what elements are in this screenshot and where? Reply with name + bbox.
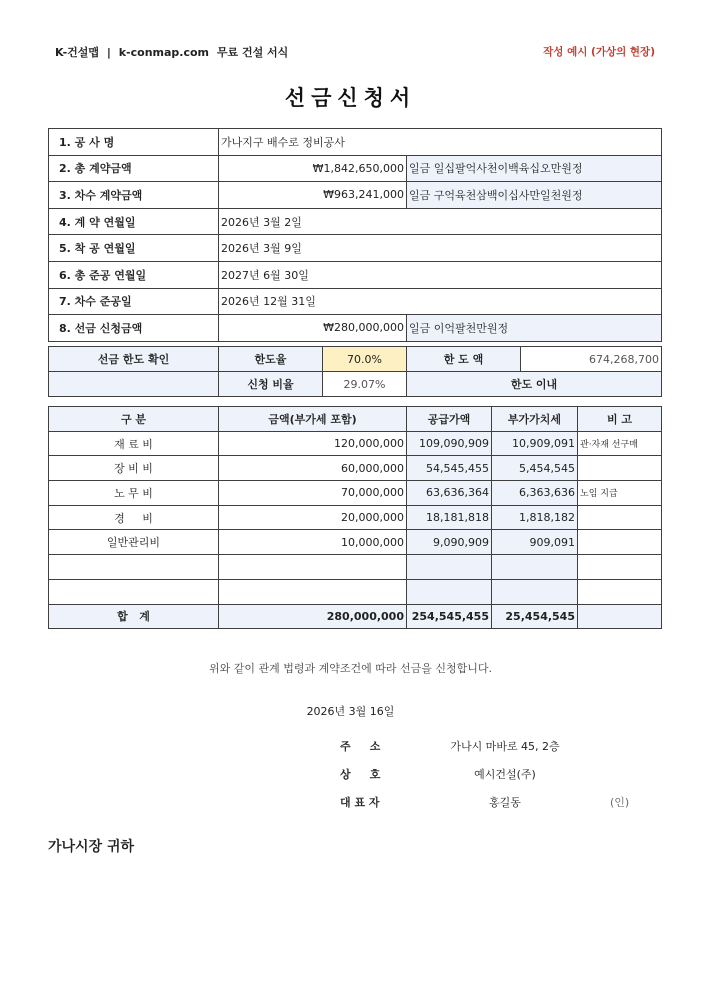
empty-cell [578, 555, 662, 580]
declaration-text: 위와 같이 관계 법령과 계약조건에 따라 선금을 신청합니다. [209, 662, 492, 675]
document-title: 선금신청서 [284, 86, 417, 110]
amount-cell: 60,000,000 [219, 456, 407, 481]
site-link[interactable]: k-conmap.com [118, 46, 210, 59]
row-label: 1. 공 사 명 [49, 129, 219, 156]
table-row [49, 431, 662, 456]
supply-cell: 63,636,364 [407, 481, 492, 506]
row-label: 3. 차수 계약금액 [49, 182, 219, 209]
total-vat: 25,454,545 [492, 604, 578, 629]
application-date: 2026년 3월 16일 [306, 705, 395, 718]
table-row [49, 347, 662, 372]
column-header: 금액(부가세 포함) [219, 407, 407, 432]
empty-cell [49, 579, 219, 604]
empty-cell [492, 579, 578, 604]
table-row [49, 129, 662, 156]
table-row [49, 505, 662, 530]
table-row [49, 372, 662, 397]
rep-label: 대 표 자 [340, 796, 380, 809]
seal-mark: (인) [610, 796, 630, 809]
column-header: 구 분 [49, 407, 219, 432]
table-row [49, 261, 662, 288]
empty-cell [407, 579, 492, 604]
brand-name: K-건설맵 [55, 46, 100, 59]
note-cell [578, 456, 662, 481]
contract-date: 2026년 3월 2일 [219, 208, 662, 235]
column-header: 부가가치세 [492, 407, 578, 432]
limit-amount-value: 674,268,700 [521, 347, 662, 372]
table-row [49, 235, 662, 262]
phase-contract-amount: ₩963,241,000 [219, 182, 407, 209]
total-supply: 254,545,455 [407, 604, 492, 629]
total-label: 합 계 [49, 604, 219, 629]
vat-cell: 1,818,182 [492, 505, 578, 530]
total-row [49, 604, 662, 629]
row-label: 8. 선금 신청금액 [49, 315, 219, 342]
advance-request-amount: ₩280,000,000 [219, 315, 407, 342]
limit-status: 한도 이내 [407, 372, 662, 397]
empty-cell [49, 372, 219, 397]
supply-cell: 109,090,909 [407, 431, 492, 456]
total-contract-amount: ₩1,842,650,000 [219, 155, 407, 182]
table-row [49, 208, 662, 235]
supply-cell: 18,181,818 [407, 505, 492, 530]
header-bar [55, 44, 655, 64]
amount-cell: 20,000,000 [219, 505, 407, 530]
total-amount: 280,000,000 [219, 604, 407, 629]
note-cell [578, 505, 662, 530]
advance-request-korean: 일금 이억팔천만원정 [407, 315, 662, 342]
empty-cell [407, 555, 492, 580]
row-label: 2. 총 계약금액 [49, 155, 219, 182]
recipient: 가나시장 귀하 [48, 839, 135, 855]
project-name: 가나지구 배수로 정비공사 [219, 129, 662, 156]
amount-cell: 120,000,000 [219, 431, 407, 456]
note-cell: 관·자재 선구매 [578, 431, 662, 456]
note-cell [578, 530, 662, 555]
start-date: 2026년 3월 9일 [219, 235, 662, 262]
empty-cell [578, 604, 662, 629]
table-row [49, 315, 662, 342]
address-label: 주 소 [340, 740, 381, 753]
vat-cell: 10,909,091 [492, 431, 578, 456]
empty-cell [219, 555, 407, 580]
row-label: 4. 계 약 연월일 [49, 208, 219, 235]
breakdown-table [48, 406, 662, 629]
amount-cell: 10,000,000 [219, 530, 407, 555]
vat-cell: 5,454,545 [492, 456, 578, 481]
row-label: 6. 총 준공 연월일 [49, 261, 219, 288]
empty-row [49, 555, 662, 580]
phase-completion-date: 2026년 12월 31일 [219, 288, 662, 315]
sample-note: 작성 예시 (가상의 현장) [543, 46, 655, 58]
note-cell: 노임 지급 [578, 481, 662, 506]
limit-amount-label: 한 도 액 [407, 347, 521, 372]
category-cell: 노 무 비 [49, 481, 219, 506]
limit-section-label: 선금 한도 확인 [49, 347, 219, 372]
company-label: 상 호 [340, 768, 381, 781]
table-header-row [49, 407, 662, 432]
row-label: 7. 차수 준공일 [49, 288, 219, 315]
limit-check-table [48, 346, 662, 397]
column-header: 공급가액 [407, 407, 492, 432]
total-contract-korean: 일금 일십팔억사천이백육십오만원정 [407, 155, 662, 182]
ratio-value: 29.07% [323, 372, 407, 397]
limit-rate-label: 한도율 [219, 347, 323, 372]
category-cell: 재 료 비 [49, 431, 219, 456]
address-value: 가나시 마바로 45, 2층 [450, 740, 560, 753]
amount-cell: 70,000,000 [219, 481, 407, 506]
empty-cell [219, 579, 407, 604]
vat-cell: 6,363,636 [492, 481, 578, 506]
column-header: 비 고 [578, 407, 662, 432]
rep-value: 홍길동 [489, 796, 521, 809]
vat-cell: 909,091 [492, 530, 578, 555]
category-cell: 경 비 [49, 505, 219, 530]
signature-rep-line [300, 794, 640, 810]
brand-separator: | [106, 46, 111, 59]
empty-cell [492, 555, 578, 580]
category-cell: 장 비 비 [49, 456, 219, 481]
table-row [49, 456, 662, 481]
supply-cell: 54,545,455 [407, 456, 492, 481]
limit-rate-value: 70.0% [323, 347, 407, 372]
signature-company-line [300, 766, 640, 782]
supply-cell: 9,090,909 [407, 530, 492, 555]
table-row [49, 530, 662, 555]
brand-line [55, 44, 288, 60]
category-cell: 일반관리비 [49, 530, 219, 555]
ratio-label: 신청 비율 [219, 372, 323, 397]
table-row [49, 155, 662, 182]
table-row [49, 288, 662, 315]
total-completion-date: 2027년 6월 30일 [219, 261, 662, 288]
empty-cell [49, 555, 219, 580]
row-label: 5. 착 공 연월일 [49, 235, 219, 262]
company-value: 예시건설(주) [474, 768, 536, 781]
empty-row [49, 579, 662, 604]
table-row [49, 182, 662, 209]
tagline: 무료 건설 서식 [216, 46, 289, 59]
table-row [49, 481, 662, 506]
empty-cell [578, 579, 662, 604]
phase-contract-korean: 일금 구억육천삼백이십사만일천원정 [407, 182, 662, 209]
signature-address-line [300, 738, 640, 754]
contract-info-table [48, 128, 662, 342]
